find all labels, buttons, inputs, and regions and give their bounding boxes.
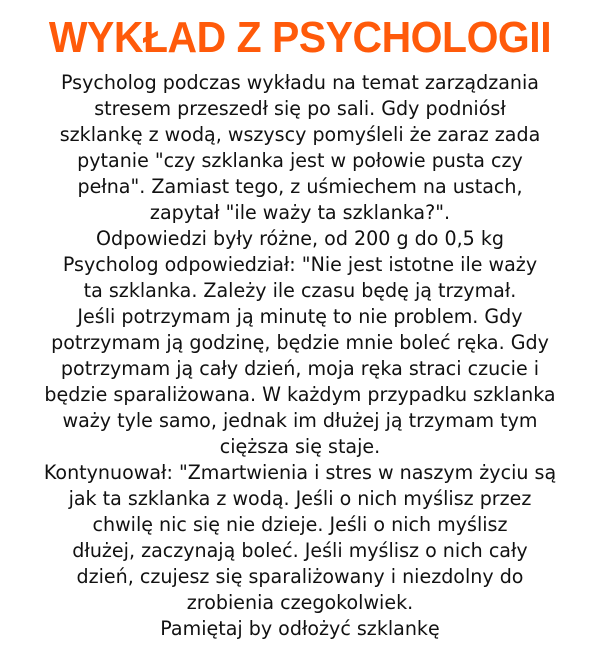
text-line: Psycholog odpowiedział: "Nie jest istotne ile waży — [62, 253, 538, 276]
text-line: pytanie "czy szklanka jest w połowie pusta czy — [77, 149, 523, 172]
text-line: dzień, czujesz się sparaliżowany i niezdolny do — [76, 565, 524, 588]
text-line: pełna". Zamiast tego, z uśmiechem na ustach, — [77, 175, 523, 198]
text-line: cięższa się staje. — [219, 435, 381, 458]
text-line: zrobienia czegokolwiek. — [186, 591, 414, 614]
text-line: szklankę z wodą, wszyscy pomyśleli że zaraz zada — [59, 123, 541, 146]
text-line: Jeśli potrzymam ją minutę to nie problem. Gdy — [77, 305, 523, 328]
text-line: Kontynuował: "Zmartwienia i stres w naszym życiu są — [43, 461, 557, 484]
text-line: potrzymam ją godzinę, będzie mnie boleć ręka. Gdy — [51, 331, 549, 354]
text-line: chwilę nic się nie dzieje. Jeśli o nich myślisz — [92, 513, 508, 536]
text-line: Odpowiedzi były różne, od 200 g do 0,5 kg — [96, 227, 504, 250]
text-line: ta szklanka. Zależy ile czasu będę ją trzymał. — [83, 279, 517, 302]
text-line: Psycholog podczas wykładu na temat zarządzania — [61, 71, 539, 94]
text-line: Pamiętaj by odłożyć szklankę — [160, 617, 440, 640]
text-line: potrzymam ją cały dzień, moja ręka straci czucie i — [60, 357, 540, 380]
page-title: WYKŁAD Z PSYCHOLOGII — [48, 13, 552, 62]
text-line: waży tyle samo, jednak im dłużej ją trzymam tym — [62, 409, 538, 432]
text-line: zapytał "ile waży ta szklanka?". — [149, 201, 451, 224]
text-line: będzie sparaliżowana. W każdym przypadku szklanka — [44, 383, 556, 406]
story-text — [0, 70, 600, 642]
text-line: jak ta szklanka z wodą. Jeśli o nich myślisz przez — [68, 487, 532, 510]
text-line: dłużej, zaczynają boleć. Jeśli myślisz o nich cały — [72, 539, 528, 562]
text-line: stresem przeszedł się po sali. Gdy podniósł — [94, 97, 506, 120]
